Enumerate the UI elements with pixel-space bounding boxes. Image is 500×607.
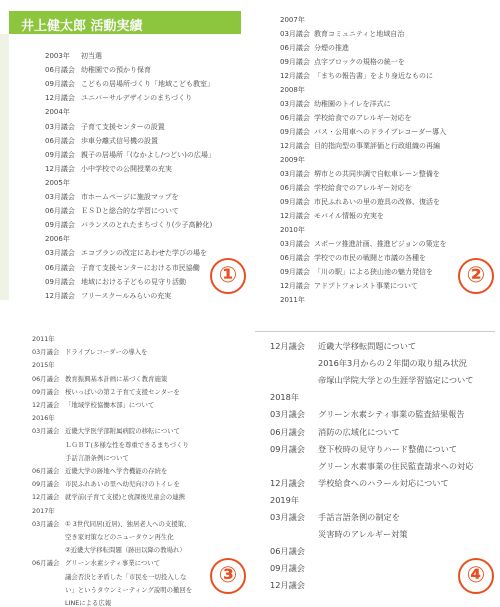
session-label: 2006年 (45, 235, 70, 244)
activity-row (270, 409, 465, 420)
session-label: 12月議会 (270, 341, 305, 351)
activity-text: 親子の居場所「(なかよし/つどい)の広場」 (81, 150, 215, 159)
activity-row (45, 79, 214, 89)
session-label: 03月議会 (270, 409, 305, 420)
session-label: 06月議会 (32, 374, 60, 383)
session-label: 09月議会 (45, 221, 75, 230)
session-label: 2007年 (280, 16, 305, 24)
activity-text: 学校での市民の戦闘と市議の各種を (314, 254, 426, 262)
activity-text: 市ホームページに施設マップを (81, 193, 179, 201)
activity-row (270, 444, 457, 455)
activity-row (32, 479, 180, 488)
session-label: 12月議会 (32, 493, 60, 502)
session-label: 06月議会 (280, 184, 310, 192)
activity-row (280, 127, 446, 137)
activity-row (32, 558, 160, 567)
activity-row (280, 43, 349, 53)
year-heading (280, 155, 314, 165)
session-label: 12月議会 (280, 212, 310, 220)
activity-row (270, 358, 467, 369)
activity-row (45, 51, 102, 61)
activity-text: 目的指向型の事業評価と行政組織の再編 (314, 142, 440, 150)
session-label: 06月議会 (32, 559, 60, 568)
session-label: 03月議会 (280, 100, 310, 108)
year-heading (280, 225, 314, 235)
activity-text: LINEによる広報 (65, 599, 112, 607)
badge-1: ① (210, 258, 246, 294)
session-label: 09月議会 (45, 277, 75, 286)
activity-text: スポーツ推進計画、推進ビジョンの策定を (314, 240, 447, 248)
session-label: 2009年 (280, 156, 305, 164)
activity-text: 学校給食でのアレルギー対応を (314, 184, 412, 192)
activity-row (32, 519, 190, 528)
session-label: 2018年 (270, 392, 300, 403)
activity-row (280, 253, 426, 263)
year-heading (32, 360, 65, 369)
year-heading (280, 85, 314, 95)
panel-1-left-strip (0, 34, 9, 300)
session-label: 2016年 (32, 414, 55, 423)
activity-row (45, 206, 179, 216)
activity-text: 幼稚園のトイレを洋式に (314, 100, 391, 108)
session-label: 03月議会 (280, 240, 310, 248)
activity-row (45, 192, 179, 202)
session-label: 12月議会 (270, 580, 305, 591)
year-heading (32, 413, 65, 422)
session-label: 03月議会 (270, 512, 305, 522)
activity-row (280, 29, 404, 39)
activity-text: 学校給食でのアレルギー対応を (314, 114, 412, 122)
session-label: 09月議会 (45, 150, 75, 159)
session-label: 12月議会 (45, 291, 75, 300)
activity-row (270, 478, 449, 489)
activity-text: ① 3世代同居(近居)、独居老人への支援策、 (65, 519, 191, 528)
activity-row (270, 529, 408, 540)
activity-text: 近畿大学医学部附属病院の移転について (65, 427, 180, 436)
activity-text: 歩車分離式信号機の設置 (81, 136, 158, 145)
session-label: 2011年 (280, 296, 305, 304)
activity-text: 学校給食へのハラール対応について (318, 477, 449, 488)
activity-row (32, 347, 147, 356)
activity-row (280, 113, 412, 123)
activity-text: バランスのとれたまちづくり(少子高齢化) (81, 221, 213, 230)
session-label: 06月議会 (280, 114, 310, 122)
session-label: 12月議会 (270, 477, 305, 488)
session-label: 12月議会 (280, 282, 310, 290)
panel-2 (250, 0, 500, 304)
activity-text: 近畿大学の跡地へ学舎機能の存続を (65, 467, 168, 475)
activity-text: 堺市との共同歩調で自転車レーン整備を (314, 170, 440, 178)
activity-row (270, 512, 400, 523)
badge-4: ④ (458, 558, 494, 594)
session-label: 03月議会 (45, 249, 75, 258)
session-label: 12月議会 (45, 164, 75, 173)
activity-text: 子育て支援センターの設置 (81, 122, 165, 131)
header-title: 井上健太郎 活動実績 (21, 19, 143, 34)
activity-text: 地域における子どもの見守り活動 (81, 277, 186, 286)
activity-text: 登下校時の見守りハード整備について (318, 443, 458, 454)
activity-text: ＬＧＢＴ(多様な性を尊重できるまちづくり (65, 440, 189, 449)
activity-text: こどもの居場所づくり「地域こども教室」 (81, 80, 214, 89)
activity-row (280, 71, 433, 81)
year-heading (32, 506, 65, 515)
activity-text: 手話言語条例の制定を (318, 512, 400, 522)
year-heading (45, 234, 81, 244)
activity-row (32, 387, 180, 396)
activity-row (45, 248, 207, 258)
activity-row (45, 93, 192, 103)
session-label: 09月議会 (280, 128, 310, 136)
activity-row (270, 563, 318, 574)
activity-text: グリーン水素シティ事業の監査結果報告 (318, 409, 465, 420)
activity-text: アドプトフォレスト事業について (314, 282, 418, 290)
session-label: 2017年 (32, 506, 55, 515)
activity-text: 初当選 (81, 52, 102, 60)
panel-3 (0, 300, 248, 607)
activity-text: 子育て支援センターにおける市民協働 (81, 263, 200, 272)
activity-row (32, 545, 186, 554)
session-label: 03月議会 (45, 122, 75, 131)
activity-text: グリーン水素シティ事業について (65, 559, 161, 568)
session-label: 12月議会 (45, 94, 75, 103)
activity-text: 「まちの報告書」をより身近なものに (314, 72, 433, 80)
year-heading (270, 392, 318, 403)
activity-row (32, 466, 167, 475)
activity-row (32, 585, 192, 594)
session-label: 12月議会 (280, 142, 310, 150)
activity-row (32, 426, 180, 435)
activity-row (45, 65, 151, 75)
top-divider (255, 331, 495, 332)
session-label: 06月議会 (280, 254, 310, 262)
session-label: 09月議会 (280, 198, 310, 206)
activity-row (280, 239, 447, 249)
activity-text: 近畿大学移転問題について (318, 341, 417, 351)
session-label: 06月議会 (270, 426, 305, 437)
session-label: 09月議会 (32, 387, 60, 396)
activity-text: 議会否決と矛盾した「市民を一切投入しな (65, 572, 187, 581)
activity-text: 小中学校での公開授業の充実 (81, 164, 172, 173)
activity-text: 桜いっぱいの第２子育て支援センターを (65, 387, 180, 396)
activity-text: ②近畿大学移転問題（跡田以降の教場れ） (65, 546, 186, 555)
session-label: 2010年 (280, 226, 305, 234)
activity-text: 分煙の推進 (314, 44, 349, 52)
activity-text: グリーン水素事業の住民監査請求への対応 (318, 460, 474, 471)
activity-row (32, 440, 189, 449)
activity-row (32, 532, 174, 541)
year-heading (280, 15, 314, 25)
session-label: 03月議会 (280, 30, 310, 38)
session-label: 2011年 (32, 335, 55, 343)
activity-text: フリースクールみらいの充実 (81, 291, 172, 300)
header-bar (9, 11, 241, 34)
session-label: 09月議会 (270, 563, 305, 574)
session-label: 09月議会 (280, 268, 310, 276)
activity-row (280, 211, 384, 221)
activity-row (270, 427, 400, 438)
activity-row (45, 220, 212, 230)
activity-text: 2016年3月からの２年間の取り組み状況 (318, 358, 467, 369)
session-label: 06月議会 (45, 66, 75, 75)
activity-text: 災害時のアレルギー対策 (318, 529, 408, 540)
session-label: 06月議会 (45, 207, 75, 216)
activity-row (280, 141, 440, 151)
session-label: 06月議会 (32, 467, 60, 475)
year-heading (270, 495, 318, 506)
session-label: 09月議会 (32, 480, 60, 489)
session-label: 03月議会 (32, 427, 60, 436)
session-label: 06月議会 (270, 546, 305, 557)
activity-row (280, 197, 440, 207)
session-label: 09月議会 (270, 443, 305, 454)
badge-3: ③ (210, 558, 246, 594)
activity-row (32, 374, 167, 383)
panel-1 (0, 0, 248, 300)
activity-row (45, 150, 215, 160)
activity-text: 手話言語条例について (65, 453, 129, 462)
session-label: 09月議会 (280, 58, 310, 66)
year-heading (32, 334, 65, 343)
activity-text: モバイル情報の充実を (314, 212, 384, 220)
session-label: 03月議会 (280, 170, 310, 178)
activity-text: 帝塚山学院大学との生涯学習協定について (318, 375, 474, 386)
activity-text: ユニバーサルデザインのまちづくり (81, 94, 193, 103)
session-label: 2003年 (45, 52, 70, 60)
activity-row (270, 341, 416, 352)
activity-row (45, 122, 165, 132)
activity-row (32, 400, 154, 409)
session-label: 2005年 (45, 178, 70, 187)
year-heading (45, 107, 81, 117)
activity-text: 市民ふれあいの里へ幼児向けのトイレを (65, 480, 180, 489)
activity-row (45, 277, 186, 287)
activity-text: ＥＳＤと総合的な学習について (81, 207, 179, 216)
activity-row (270, 375, 473, 386)
session-label: 12月議会 (32, 401, 60, 409)
activity-row (45, 263, 200, 273)
activity-text: 市民ふれあいの里の遊具の改修、復活を (314, 198, 440, 206)
activity-row (270, 461, 473, 472)
activity-text: 消防の広域化について (318, 426, 400, 437)
activity-text: 教育コミュニティと地域自治 (314, 30, 405, 38)
activity-text: 就学前(子育て支援)と放課後児童会の連携 (65, 493, 186, 502)
session-label: 2004年 (45, 108, 70, 117)
session-label: 06月議会 (45, 263, 75, 272)
session-label: 03月議会 (45, 193, 75, 201)
activity-row (270, 580, 318, 591)
activity-row (280, 183, 412, 193)
session-label: 2015年 (32, 361, 55, 370)
activity-text: 「川の駅」による狭山池の魅力発信を (314, 268, 433, 276)
panel-4 (250, 300, 500, 600)
activity-text: 空き家対策などのニュータウン再生化 (65, 533, 174, 541)
activity-text: い」というタウンミーティング説明の撤回を (65, 585, 193, 594)
session-label: 06月議会 (280, 44, 310, 52)
activity-row (270, 546, 318, 557)
activity-text: バス・公用車へのドライブレコーダー導入 (314, 128, 447, 136)
activity-text: 点字ブロックの規格の統一を (314, 58, 405, 66)
activity-row (280, 281, 418, 291)
activity-row (32, 492, 185, 501)
activity-row (280, 57, 405, 67)
session-label: 03月議会 (32, 519, 60, 528)
activity-row (45, 164, 172, 174)
activity-row (280, 267, 433, 277)
activity-row (45, 136, 158, 146)
activity-text: 幼稚園での預かり保育 (81, 66, 151, 75)
activity-row (32, 598, 111, 607)
activity-row (32, 453, 129, 462)
session-label: 2008年 (280, 86, 305, 94)
activity-row (280, 99, 391, 109)
session-label: 09月議会 (45, 80, 75, 89)
session-label: 03月議会 (32, 348, 60, 357)
activity-text: ドライブレコーダーの導入を (65, 348, 148, 357)
session-label: 06月議会 (45, 136, 75, 145)
badge-2: ② (458, 258, 494, 294)
session-label: 2019年 (270, 494, 300, 505)
year-heading (45, 178, 81, 188)
activity-text: 教育振興基本計画に基づく教育施策 (65, 374, 168, 383)
session-label: 12月議会 (280, 72, 310, 80)
activity-row (280, 169, 440, 179)
activity-text: エコプランの改定にあわせた学びの場を (81, 249, 207, 258)
activity-row (32, 572, 186, 581)
activity-text: 「地域学校協働本部」について (65, 401, 155, 409)
